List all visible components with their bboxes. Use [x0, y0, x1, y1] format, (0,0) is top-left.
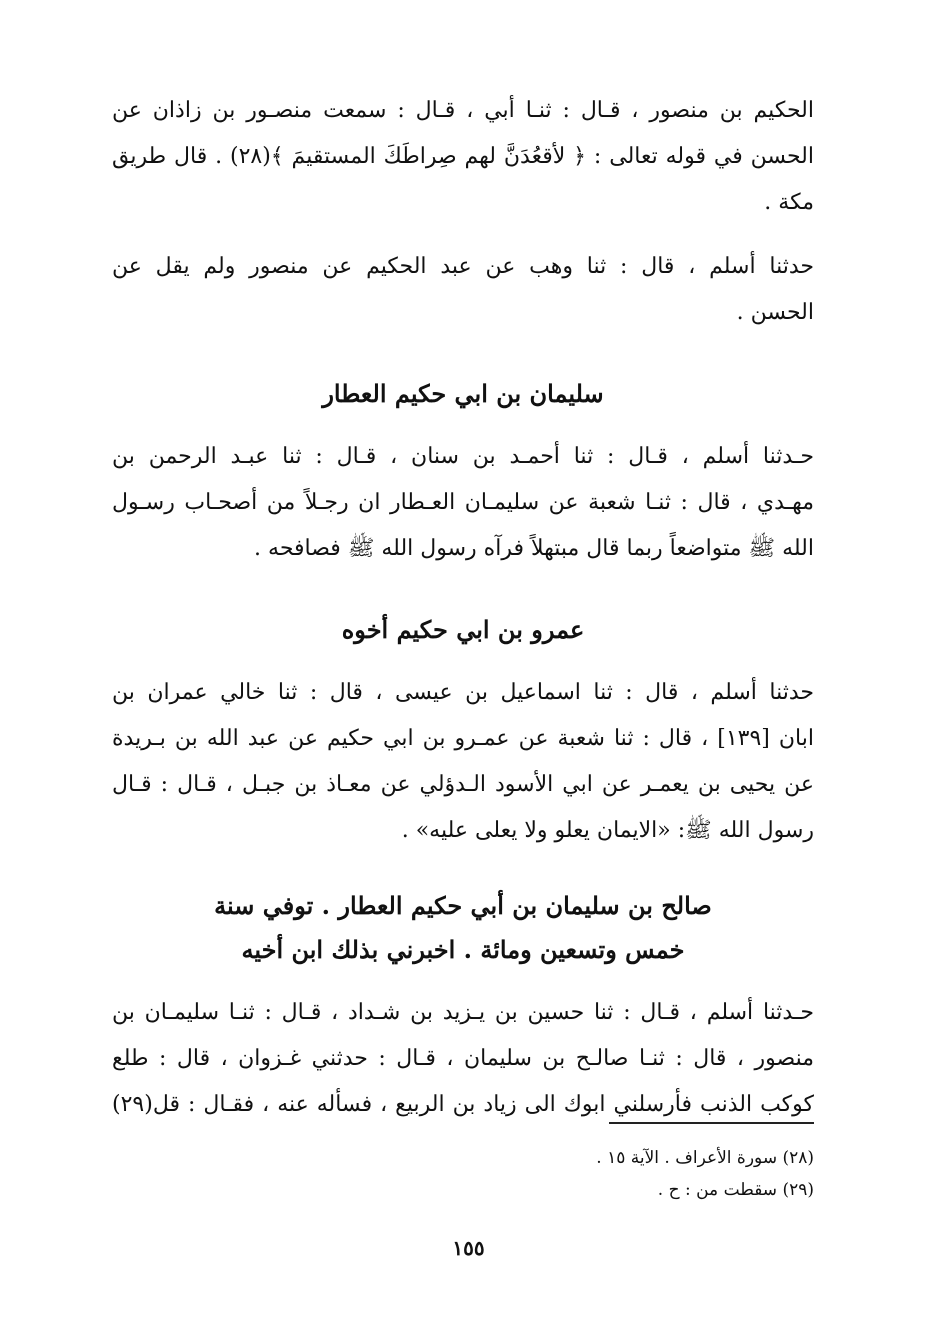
text-line: مكة . [764, 190, 814, 215]
text-line: الحسن . [736, 300, 814, 325]
footnote-divider [609, 1122, 814, 1124]
text-line: رسول الله ﷺ: «الايمان يعلو ولا يعلى عليه» . [401, 818, 814, 843]
footnote-29: (٢٩) سقطت من : ح . [657, 1180, 814, 1200]
section-heading-2 [112, 608, 814, 652]
heading-line: سليمان بن ابي حكيم العطار [322, 379, 604, 408]
text-line: كوكب الذنب فأرسلني ابوك الى زياد بن الربيع ، فسأله عنه ، فقـال : قل(٢٩) [112, 1092, 814, 1117]
text-line: مهـدي ، قال : ثنـا شعبة عن سليمـان العـطار ان رجـلاً من أصحـاب رسـول [112, 490, 814, 515]
page-number: ١٥٥ [452, 1236, 485, 1260]
paragraph-2 [112, 244, 814, 336]
text-line: حـدثنا أسلم ، قـال : ثنا حسين بن يـزيد بن شـداد ، قـال : ثنـا سليمـان بن [112, 1000, 814, 1025]
text-line: الحسن في قوله تعالى : ﴿ لأقعُدَنَّ لهم صِراطَكَ المستقيمَ ﴾(٢٨) . قال طريق [112, 144, 814, 169]
paragraph-3 [112, 434, 814, 572]
text-line: الحكيم بن منصور ، قـال : ثنـا أبي ، قـال : سمعت منصـور بن زاذان عن [112, 98, 814, 123]
section-heading-1 [112, 372, 814, 416]
section-heading-3 [112, 884, 814, 972]
main-text-column [112, 88, 814, 1146]
paragraph-5 [112, 990, 814, 1128]
text-line: حـدثنا أسلم ، قـال : ثنا أحمـد بن سنان ، قـال : ثنا عبـد الرحمن بن [112, 444, 814, 469]
heading-line: خمس وتسعين ومائة . اخبرني بذلك ابن أخيه [241, 935, 685, 964]
heading-line: صالح بن سليمان بن أبي حكيم العطار . توفي سنة [214, 891, 712, 920]
text-line: حدثنا أسلم ، قال : ثنا اسماعيل بن عيسى ، قال : ثنا خالي عمران بن [112, 680, 814, 705]
text-line: عن يحيى بن يعمـر عن ابي الأسود الـدؤلي عن معـاذ بن جبـل ، قـال : قـال [112, 772, 814, 797]
footnote-28: (٢٨) سورة الأعراف . الآية ١٥ . [596, 1148, 814, 1168]
heading-line: عمرو بن ابي حكيم أخوه [341, 615, 585, 644]
text-line: الله ﷺ متواضعاً ربما قال مبتهلاً فرآه رسول الله ﷺ فصافحه . [254, 536, 814, 561]
paragraph-4 [112, 670, 814, 854]
text-line: ابان [١٣٩] ، قال : ثنا شعبة عن عمـرو بن ابي حكيم عن عبد الله بن بـريدة [112, 726, 814, 751]
text-line: حدثنا أسلم ، قال : ثنا وهب عن عبد الحكيم عن منصور ولم يقل عن [112, 254, 814, 279]
text-line: منصور ، قال : ثنـا صالـح بن سليمان ، قـال : حدثني غـزوان ، قال : طلع [112, 1046, 814, 1071]
paragraph-1 [112, 88, 814, 226]
footnotes [314, 1142, 814, 1206]
